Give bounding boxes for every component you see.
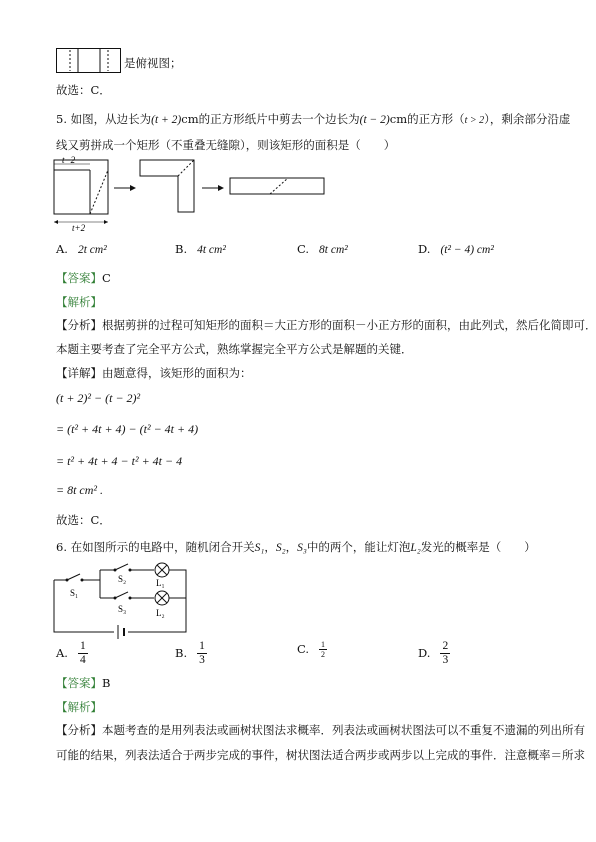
- detail-text: 由题意得，该矩形的面积为：: [102, 366, 252, 380]
- q5-conclusion: 故选：C．: [56, 513, 111, 527]
- l-shape-dashed: [178, 160, 194, 176]
- q6-circuit-figure: [48, 560, 198, 640]
- label-s1: S₁: [70, 588, 79, 598]
- fenxi-tag: 【分析】: [56, 318, 102, 332]
- label-l1: L₁: [156, 578, 165, 588]
- top-view-outline: [57, 49, 121, 73]
- q5-option-b[interactable]: B. 4t cm²: [175, 242, 226, 256]
- q5-option-d[interactable]: D. (t² − 4) cm²: [418, 242, 494, 256]
- q5-step1: (t + 2)² − (t − 2)²: [56, 391, 141, 405]
- label-s2: S₂: [118, 574, 127, 584]
- q5-number: 5.: [56, 112, 67, 126]
- detail-tag: 【详解】: [56, 366, 102, 380]
- q5-option-c[interactable]: C. 8t cm²: [297, 242, 348, 256]
- q6-option-c[interactable]: C. $\frac{1}{2}$: [297, 640, 326, 659]
- q6-option-b[interactable]: B. $\frac{1}{3}$: [175, 640, 205, 666]
- result-rectangle: [230, 178, 324, 194]
- q4-conclusion: 故选：C．: [56, 83, 111, 97]
- q6-s2: S₂: [275, 542, 286, 554]
- q5-option-a[interactable]: A. 2t cm²: [56, 242, 107, 256]
- label-top: t−2: [62, 155, 76, 165]
- fraction: $\frac{2}{3}$: [442, 640, 449, 666]
- q6-number: 6.: [56, 540, 67, 554]
- fenxi-text: 本题考查的是用列表法或画树状图法求概率．列表法或画树状图法可以不重复不遗漏的列出所有: [102, 723, 585, 737]
- top-view-figure: [56, 48, 122, 74]
- q6-s3: S₃: [297, 542, 307, 554]
- q5-side-small: (t − 2): [359, 114, 390, 126]
- switch-s3-lever: [115, 592, 128, 598]
- q5-stem-a: 如图，从边长为: [70, 112, 152, 126]
- answer-value: C: [102, 271, 111, 285]
- fenxi-tag: 【分析】: [56, 723, 102, 737]
- q5-condition: t > 2: [464, 115, 485, 126]
- q6-option-d[interactable]: D. $\frac{2}{3}$: [418, 640, 449, 666]
- switch-s2-lever: [115, 564, 128, 570]
- label-bottom: t+2: [72, 223, 86, 232]
- q5-stem-b: 的正方形纸片中剪去一个边长为: [198, 112, 360, 126]
- q5-stem-line2: 线又剪拼成一个矩形（不重叠无缝隙），则该矩形的面积是（ ）: [56, 138, 396, 152]
- q5-unit: cm: [389, 112, 408, 126]
- q5-figure: [48, 152, 338, 232]
- q5-step2: = (t² + 4t + 4) − (t² − 4t + 4): [56, 422, 199, 436]
- q5-answer: [56, 270, 111, 286]
- q5-step4: = 8t cm² .: [56, 483, 104, 497]
- fraction: $\frac{1}{2}$: [321, 640, 326, 659]
- fraction: $\frac{1}{3}$: [199, 640, 205, 666]
- q5-unit: cm: [181, 112, 199, 126]
- answer-tag: 【答案】: [56, 271, 102, 285]
- q6-fenxi: [56, 722, 585, 738]
- fraction: $\frac{1}{4}$: [79, 640, 86, 666]
- dashed-cut: [90, 170, 108, 214]
- q6-analysis-tag: 【解析】: [56, 700, 102, 714]
- circuit-wire: [54, 580, 114, 632]
- q6-s1: S₁: [254, 542, 265, 554]
- q5-fenxi: [56, 317, 596, 333]
- label-s3: S₃: [118, 604, 127, 614]
- q5-stem-d: ），剩余部分沿虚: [484, 112, 571, 126]
- l-shape: [140, 160, 194, 212]
- fenxi-text: 根据剪拼的过程可知矩形的面积＝大正方形的面积－小正方形的面积，由此列式，然后化简即可．: [102, 318, 596, 332]
- process-arrow-head: [218, 185, 224, 191]
- answer-tag: 【答案】: [56, 676, 102, 690]
- answer-value: B: [102, 676, 111, 690]
- switch-s1-lever: [67, 574, 80, 580]
- view-label: 是俯视图；: [124, 56, 182, 70]
- q5-stem-c: 的正方形（: [407, 112, 465, 126]
- q5-analysis-tag: 【解析】: [56, 295, 102, 309]
- q6-l2: L₂: [410, 542, 421, 554]
- big-square: [54, 160, 108, 214]
- q5-fenxi-line2: 本题主要考查了完全平方公式，熟练掌握完全平方公式是解题的关键．: [56, 342, 413, 356]
- label-l2: L₂: [156, 608, 165, 618]
- q6-option-a[interactable]: A. $\frac{1}{4}$: [56, 640, 86, 666]
- q5-stem-line1: [56, 111, 570, 127]
- q6-fenxi-line2: 可能的结果，列表法适合于两步完成的事件，树状图法适合两步或两步以上完成的事件．注意概率＝所求: [56, 748, 585, 762]
- q5-step3: = t² + 4t + 4 − t² + 4t − 4: [56, 454, 183, 468]
- rectangle-dashed: [270, 178, 288, 194]
- q5-detail: [56, 365, 252, 381]
- process-arrow-head: [130, 185, 136, 191]
- arrow-left: [54, 220, 58, 224]
- q5-side-big: (t + 2): [151, 114, 182, 126]
- q6-answer: [56, 675, 110, 691]
- arrow-right: [104, 220, 108, 224]
- q6-stem: 6. 在如图所示的电路中，随机闭合开关S₁，S₂，S₃中的两个，能让灯泡L₂发光的概率是（ ）: [56, 540, 536, 554]
